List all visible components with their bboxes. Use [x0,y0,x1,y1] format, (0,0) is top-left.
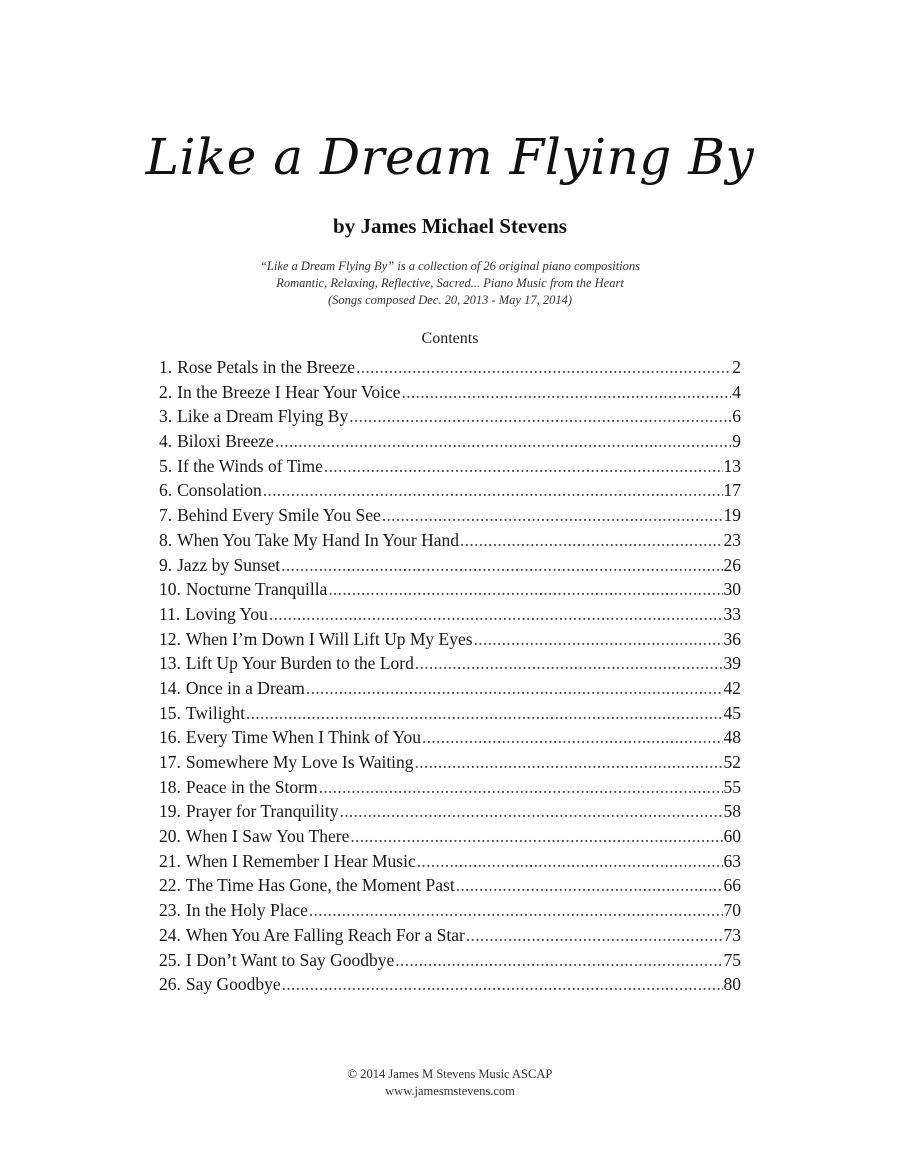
toc-entry-number: 1. [159,357,173,377]
toc-entry-page: 30 [723,579,741,600]
toc-dot-leader [466,925,723,946]
toc-entry-number: 15. [159,702,181,723]
toc-dot-leader [275,431,731,452]
toc-entry [159,678,741,703]
toc-entry-number: 2. [159,381,173,402]
toc-entry-number: 16. [159,727,181,748]
toc-entry-page: 36 [723,628,741,649]
toc-dot-leader [456,875,723,896]
toc-entry-number: 17. [159,752,181,772]
toc-entry-page: 55 [723,776,741,797]
toc-entry-page: 66 [723,875,741,896]
toc-entry-number: 13. [159,653,181,674]
toc-entry [159,851,741,876]
toc-entry [159,579,741,604]
toc-entry-title: The Time Has Gone, the Moment Past [185,875,455,896]
toc-dot-leader [340,801,723,822]
toc-dot-leader [246,703,723,724]
toc-entry-number: 24. [159,924,181,945]
toc-dot-leader [319,777,723,798]
toc-entry [159,406,741,431]
toc-entry [159,629,741,654]
toc-dot-leader [460,530,723,551]
toc-entry-title: When I Saw You There [185,826,350,847]
toc-entry-page: 75 [723,949,741,970]
toc-entry-number: 3. [159,406,173,427]
toc-entry-number: 25. [159,949,181,970]
toc-entry-number: 18. [159,776,181,797]
toc-entry [159,777,741,802]
toc-dot-leader [309,900,723,921]
toc-dot-leader [415,752,723,773]
toc-entry [159,727,741,752]
toc-entry-number: 7. [159,505,173,526]
description-block [0,258,900,309]
toc-entry-title: Every Time When I Think of You [185,727,422,748]
toc-entry-title: When You Take My Hand In Your Hand [177,529,459,550]
toc-entry-title: In the Breeze I Hear Your Voice [177,381,401,402]
toc-entry-page: 26 [723,554,741,575]
toc-dot-leader [269,604,723,625]
toc-entry-title: When You Are Falling Reach For a Star [185,924,465,945]
toc-entry-title: Rose Petals in the Breeze [177,357,355,377]
toc-entry-title: Biloxi Breeze [177,431,274,452]
toc-entry-number: 19. [159,801,181,822]
toc-dot-leader [349,406,731,427]
toc-entry-number: 23. [159,900,181,921]
toc-entry [159,530,741,555]
toc-entry-page: 6 [732,406,741,427]
toc-entry-page: 33 [723,603,741,624]
description-line-1: “Like a Dream Flying By” is a collection of 26 original piano compositions [259,259,641,273]
table-of-contents [159,357,741,999]
copyright-notice: © 2014 James M Stevens Music ASCAP [347,1067,553,1081]
toc-entry-number: 5. [159,455,173,476]
toc-entry-title: Lift Up Your Burden to the Lord [185,653,414,674]
website-link[interactable]: www.jamesmstevens.com [385,1084,515,1098]
toc-dot-leader [263,480,723,501]
toc-entry-page: 2 [732,357,741,377]
toc-entry-page: 13 [723,455,741,476]
toc-entry [159,900,741,925]
toc-dot-leader [422,727,722,748]
toc-entry [159,357,741,382]
contents-heading: Contents [421,330,479,347]
toc-entry-number: 12. [159,628,181,649]
document-title: Like a Dream Flying By [145,128,755,186]
toc-dot-leader [350,826,722,847]
toc-entry-title: When I Remember I Hear Music [185,850,416,871]
toc-entry-title: Prayer for Tranquility [185,801,339,822]
toc-dot-leader [417,851,723,872]
toc-entry-page: 70 [723,900,741,921]
toc-entry-title: Jazz by Sunset [177,554,281,575]
toc-entry-number: 22. [159,875,181,896]
toc-entry-page: 63 [723,850,741,871]
toc-entry-number: 21. [159,850,181,871]
toc-dot-leader [474,629,723,650]
toc-dot-leader [356,357,731,378]
toc-entry-number: 14. [159,677,181,698]
toc-entry-number: 20. [159,826,181,847]
toc-entry [159,480,741,505]
toc-entry [159,974,741,999]
toc-entry-page: 4 [732,381,741,402]
toc-entry-number: 9. [159,554,173,575]
toc-entry-title: Behind Every Smile You See [177,505,381,526]
toc-entry [159,653,741,678]
toc-entry [159,382,741,407]
toc-entry-number: 10. [159,579,181,600]
toc-entry-number: 6. [159,480,173,501]
toc-entry [159,505,741,530]
toc-entry [159,752,741,777]
toc-entry-page: 23 [723,529,741,550]
toc-dot-leader [324,456,723,477]
toc-entry [159,826,741,851]
toc-entry-title: If the Winds of Time [177,455,323,476]
toc-entry [159,456,741,481]
toc-entry-page: 48 [723,727,741,748]
toc-entry [159,925,741,950]
description-line-2: Romantic, Relaxing, Reflective, Sacred... Piano Music from the Heart [276,276,624,290]
toc-entry-page: 52 [723,752,741,772]
toc-dot-leader [382,505,723,526]
toc-entry-title: I Don’t Want to Say Goodbye [185,949,395,970]
toc-entry-page: 39 [723,653,741,674]
toc-entry-page: 19 [723,505,741,526]
toc-entry [159,875,741,900]
toc-dot-leader [282,974,723,995]
toc-entry-title: Peace in the Storm [185,776,318,797]
toc-entry-title: Somewhere My Love Is Waiting [185,752,414,772]
toc-entry-title: Once in a Dream [185,677,305,698]
toc-dot-leader [281,555,722,576]
toc-entry-title: Like a Dream Flying By [177,406,349,427]
toc-entry-page: 42 [723,677,741,698]
toc-entry-title: In the Holy Place [185,900,308,921]
toc-entry-number: 4. [159,431,173,452]
toc-entry [159,431,741,456]
toc-entry-number: 8. [159,529,173,550]
toc-entry-title: Nocturne Tranquilla [185,579,328,600]
toc-entry-number: 26. [159,974,181,995]
toc-entry-page: 9 [732,431,741,452]
toc-entry-page: 58 [723,801,741,822]
toc-dot-leader [402,382,732,403]
toc-entry-page: 73 [723,924,741,945]
toc-dot-leader [328,579,722,600]
description-line-3: (Songs composed Dec. 20, 2013 - May 17, 2014) [327,293,573,307]
toc-entry [159,801,741,826]
toc-entry-page: 17 [723,480,741,501]
author-line: by James Michael Stevens [333,214,567,238]
toc-dot-leader [415,653,723,674]
footer [0,1066,900,1100]
toc-entry-page: 45 [723,702,741,723]
toc-entry-page: 80 [723,974,741,995]
toc-entry-number: 11. [159,603,181,624]
toc-dot-leader [395,950,722,971]
toc-entry-title: Consolation [177,480,262,501]
toc-entry-title: When I’m Down I Will Lift Up My Eyes [185,628,473,649]
toc-entry-title: Twilight [185,702,245,723]
toc-entry [159,604,741,629]
toc-entry-page: 60 [723,826,741,847]
toc-entry [159,703,741,728]
toc-dot-leader [306,678,723,699]
toc-entry [159,950,741,975]
toc-entry-title: Loving You [185,603,268,624]
toc-entry-title: Say Goodbye [185,974,281,995]
toc-entry [159,555,741,580]
